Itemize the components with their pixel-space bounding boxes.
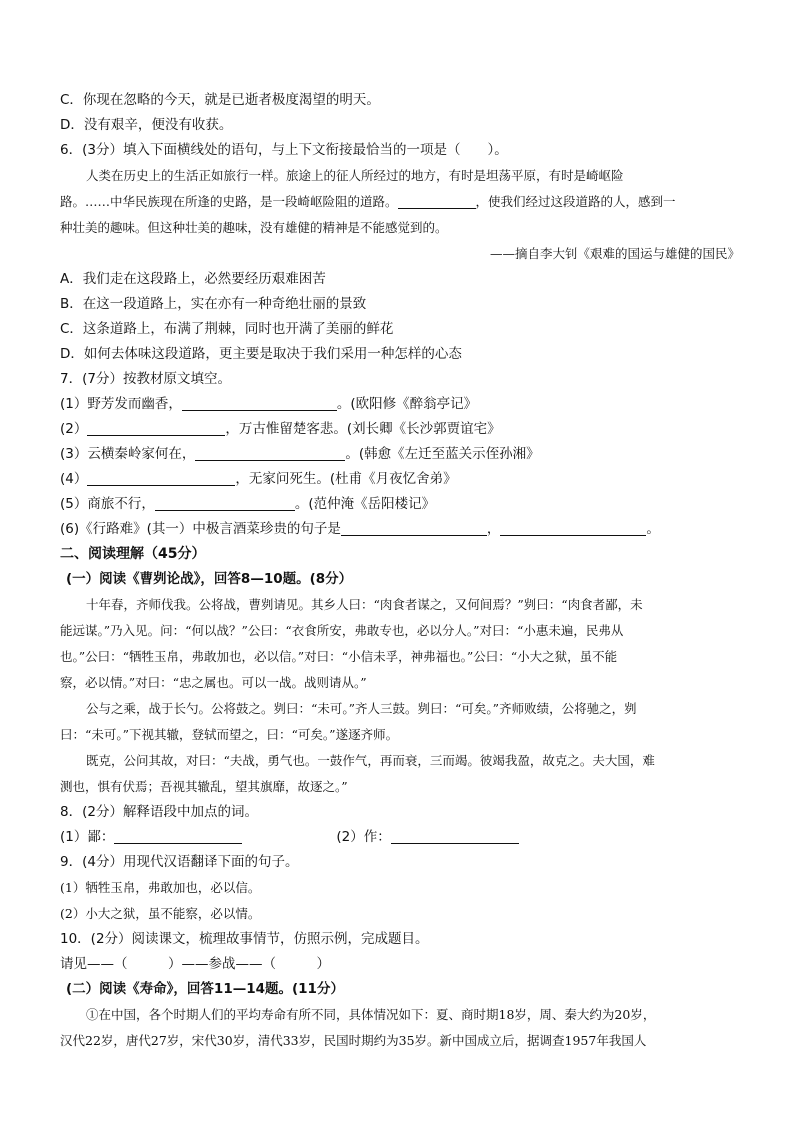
q7-blank-5[interactable] xyxy=(155,496,295,511)
q6-passage-line-1: 人类在历史上的生活正如旅行一样。旅途上的征人所经过的地方，有时是坦荡平原，有时是崎岖险 xyxy=(86,168,624,183)
passage-line: 也。”公曰：“牺牲玉帛，弗敢加也，必以信。”对曰：“小信未孚，神弗福也。”公曰：“小大之狱，虽不能 xyxy=(60,649,618,664)
passage-line: 察，必以情。”对曰：“忠之属也。可以一战。战则请从。” xyxy=(60,675,367,690)
passage-line: 汉代22岁，唐代27岁，宋代30岁，清代33岁，民国时期约为35岁。新中国成立后，据调查1957年我国人 xyxy=(60,1033,647,1048)
q6-source: ——摘自李大钊《艰难的国运与雄健的国民》 xyxy=(489,246,740,261)
q6-option-a: A．我们走在这段路上，必然要经历艰难困苦 xyxy=(60,271,326,287)
q7-text: (6)《行路难》(其一）中极言酒菜珍贵的句子是 xyxy=(60,521,341,537)
q7-blank-1[interactable] xyxy=(182,396,337,411)
q6-passage-line-2 xyxy=(60,189,740,215)
q8-answers xyxy=(60,825,740,850)
passage-line: 能远谋。”乃入见。问：“何以战？”公曰：“衣食所安，弗敢专也，必以分人。”对曰：“小惠未遍，民弗从 xyxy=(60,623,624,638)
q7-text: 。(范仲淹《岳阳楼记》 xyxy=(294,496,436,512)
passage-line: ①在中国，各个时期人们的平均寿命有所不同，具体情况如下：夏、商时期18岁，周、秦大约为20岁， xyxy=(86,1007,656,1022)
q7-text: (4） xyxy=(60,471,88,487)
passage-line: 十年春，齐师伐我。公将战，曹刿请见。其乡人曰：“肉食者谋之，又何间焉？”刿曰：“肉食者鄙，未 xyxy=(86,597,643,612)
q6-answer-blank[interactable] xyxy=(398,194,476,209)
q8-stem: 8．(2分）解释语段中加点的词。 xyxy=(60,804,258,820)
q5-option-d: D．没有艰辛，便没有收获。 xyxy=(60,117,233,133)
q9-sentence-2: (2）小大之狱，虽不能察，必以情。 xyxy=(60,906,261,921)
q7-blank-2[interactable] xyxy=(87,421,225,436)
q8-label-1: (1）鄙： xyxy=(60,829,115,845)
q7-item-1 xyxy=(60,392,740,417)
q7-text: (2） xyxy=(60,421,88,437)
exam-page xyxy=(60,88,740,1054)
q7-blank-4[interactable] xyxy=(87,471,235,486)
q7-item-4 xyxy=(60,467,740,492)
q6-option-d: D．如何去体味这段道路，更主要是取决于我们采用一种怎样的心态 xyxy=(60,346,462,362)
q7-blank-3[interactable] xyxy=(195,446,345,461)
q7-text: ，万古惟留楚客悲。(刘长卿《长沙郭贾谊宅》 xyxy=(225,421,501,437)
part-2-title: (二）阅读《寿命》，回答11—14题。(11分） xyxy=(66,981,344,997)
q7-text: 。 xyxy=(646,521,660,537)
section-reading-title: 二、阅读理解（45分） xyxy=(60,546,206,562)
q6-passage-text: 路。……中华民族现在所逢的史路，是一段崎岖险阻的道路。 xyxy=(60,194,398,209)
q9-stem: 9．(4分）用现代汉语翻译下面的句子。 xyxy=(60,854,299,870)
q7-blank-6a[interactable] xyxy=(341,521,487,536)
q7-blank-6b[interactable] xyxy=(500,521,646,536)
passage-line: 既克，公问其故，对曰：“夫战，勇气也。一鼓作气，再而衰，三而竭。彼竭我盈，故克之。夫大国，难 xyxy=(86,753,655,768)
q7-text: 。(韩愈《左迁至蓝关示侄孙湘》 xyxy=(345,446,540,462)
q8-blank-1[interactable] xyxy=(114,829,242,844)
passage-line: 曰：“未可。”下视其辙，登轼而望之，曰：“可矣。”遂逐齐师。 xyxy=(60,727,399,742)
q7-text: ， xyxy=(486,521,501,537)
q7-item-3 xyxy=(60,442,740,467)
q6-passage-line-3: 种壮美的趣味。但这种壮美的趣味，没有雄健的精神是不能感觉到的。 xyxy=(60,220,448,235)
q9-sentence-1: (1）牺牲玉帛，弗敢加也，必以信。 xyxy=(60,880,261,895)
q10-stem: 10．(2分）阅读课文，梳理故事情节，仿照示例，完成题目。 xyxy=(60,931,429,947)
q7-text: (3）云横秦岭家何在， xyxy=(60,446,196,462)
q7-text: 。(欧阳修《醉翁亭记》 xyxy=(336,396,478,412)
passage-line: 测也，惧有伏焉；吾视其辙乱，望其旗靡，故逐之。” xyxy=(60,779,348,794)
q10-flow: 请见——（ ）——参战——（ ） xyxy=(60,956,330,972)
q8-blank-2[interactable] xyxy=(391,829,519,844)
q5-option-c: C．你现在忽略的今天，就是已逝者极度渴望的明天。 xyxy=(60,92,380,108)
q7-item-5 xyxy=(60,492,740,517)
q7-text: (1）野芳发而幽香， xyxy=(60,396,182,412)
q6-option-c: C．这条道路上，布满了荆棘，同时也开满了美丽的鲜花 xyxy=(60,321,394,337)
q7-stem: 7．(7分）按教材原文填空。 xyxy=(60,371,231,387)
q8-label-2: (2）作： xyxy=(336,829,391,845)
q6-option-b: B．在这一段道路上，实在亦有一种奇绝壮丽的景致 xyxy=(60,296,367,312)
passage-line: 公与之乘，战于长勺。公将鼓之。刿曰：“未可。”齐人三鼓。刿曰：“可矣。”齐师败绩，公将驰之，刿 xyxy=(86,701,637,716)
q6-passage-text: ，使我们经过这段道路的人，感到一 xyxy=(475,194,676,209)
q7-item-6 xyxy=(60,517,740,542)
q6-stem: 6．(3分）填入下面横线处的语句，与上下文衔接最恰当的一项是（ ）。 xyxy=(60,142,508,158)
q7-text: (5）商旅不行， xyxy=(60,496,155,512)
part-1-title: (一）阅读《曹刿论战》，回答8—10题。(8分） xyxy=(66,571,353,587)
q7-item-2 xyxy=(60,417,740,442)
q7-text: ，无家问死生。(杜甫《月夜忆舍弟》 xyxy=(235,471,457,487)
